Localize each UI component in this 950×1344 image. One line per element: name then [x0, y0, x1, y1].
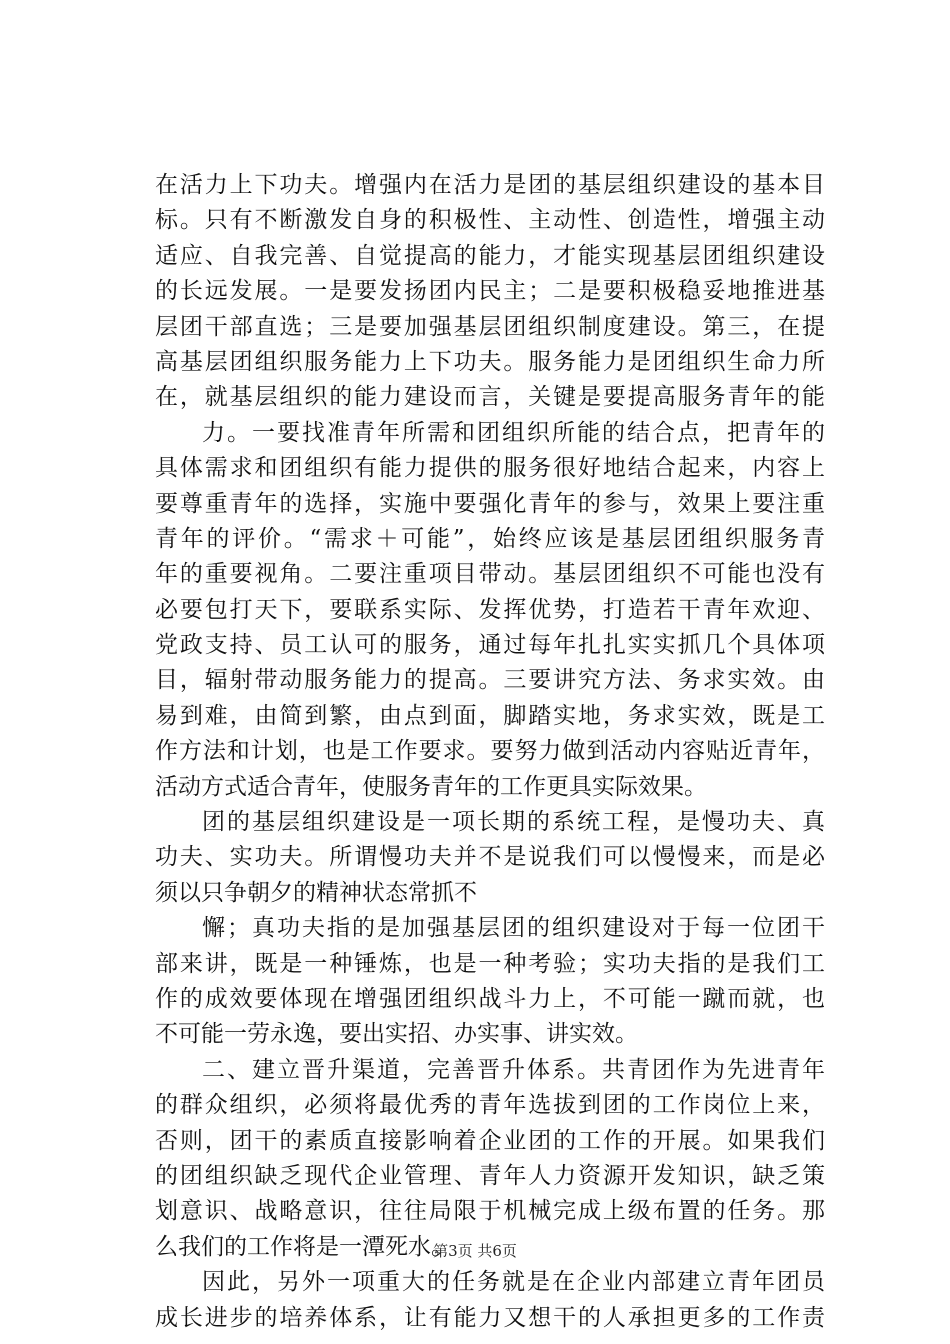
text-line: 必要包打天下，要联系实际、发挥优势，打造若干青年欢迎、: [155, 596, 825, 623]
text-line: 的群众组织，必须将最优秀的青年选拔到团的工作岗位上来，: [155, 1092, 825, 1119]
text-line: 么我们的工作将是一潭死水。: [155, 1233, 454, 1260]
text-line: 标。只有不断激发自身的积极性、主动性、创造性，增强主动: [155, 207, 825, 234]
text-line: 在活力上下功夫。增强内在活力是团的基层组织建设的基本目: [155, 172, 825, 198]
text-line: 党政支持、员工认可的服务，通过每年扎扎实实抓几个具体项: [155, 632, 825, 659]
text-line: 不可能一劳永逸，要出实招、办实事、讲实效。: [155, 1021, 638, 1048]
text-line: 的长远发展。一是要发扬团内民主；二是要积极稳妥地推进基: [155, 278, 825, 305]
text-line: 作的成效要体现在增强团组织战斗力上，不可能一蹴而就，也: [155, 985, 825, 1012]
text-line: 因此，另外一项重大的任务就是在企业内部建立青年团员: [202, 1269, 825, 1296]
text-line: 二、建立晋升渠道，完善晋升体系。共青团作为先进青年: [202, 1056, 825, 1083]
body-text: [155, 168, 825, 1336]
text-line: 团的基层组织建设是一项长期的系统工程，是慢功夫、真: [202, 809, 825, 836]
text-line: 目，辐射带动服务能力的提高。三要讲究方法、务求实效。由: [155, 667, 825, 694]
text-line: 懈；真功夫指的是加强基层团的组织建设对于每一位团干: [202, 915, 825, 942]
text-line: 年的重要视角。二要注重项目带动。基层团组织不可能也没有: [155, 561, 825, 588]
text-line: 部来讲，既是一种锤炼，也是一种考验；实功夫指的是我们工: [155, 950, 825, 977]
text-line: 适应、自我完善、自觉提高的能力，才能实现基层团组织建设: [155, 242, 825, 269]
text-line: 功夫、实功夫。所谓慢功夫并不是说我们可以慢慢来，而是必: [155, 844, 825, 871]
text-line: 须以只争朝夕的精神状态常抓不: [155, 879, 477, 906]
text-line: 力。一要找准青年所需和团组织所能的结合点，把青年的: [202, 419, 825, 446]
text-line: 青年的评价。“需求＋可能”，始终应该是基层团组织服务青: [155, 525, 825, 552]
text-line: 活动方式适合青年，使服务青年的工作更具实际效果。: [155, 773, 707, 800]
text-line: 否则，团干的素质直接影响着企业团的工作的开展。如果我们: [155, 1127, 825, 1154]
text-line: 成长进步的培养体系，让有能力又想干的人承担更多的工作责: [155, 1304, 825, 1331]
text-line: 要尊重青年的选择，实施中要强化青年的参与，效果上要注重: [155, 490, 825, 517]
text-line: 层团干部直选；三是要加强基层团组织制度建设。第三，在提: [155, 313, 825, 340]
text-line: 划意识、战略意识，往往局限于机械完成上级布置的任务。那: [155, 1198, 825, 1225]
text-line: 在，就基层组织的能力建设而言，关键是要提高服务青年的能: [155, 384, 825, 411]
text-line: 的团组织缺乏现代企业管理、青年人力资源开发知识，缺乏策: [155, 1162, 825, 1189]
text-line: 作方法和计划，也是工作要求。要努力做到活动内容贴近青年，: [155, 738, 825, 765]
text-line: 高基层团组织服务能力上下功夫。服务能力是团组织生命力所: [155, 348, 825, 375]
page-number-footer: 第3页 共6页: [433, 1242, 517, 1260]
text-line: 具体需求和团组织有能力提供的服务很好地结合起来，内容上: [155, 455, 825, 482]
text-line: 易到难，由简到繁，由点到面，脚踏实地，务求实效，既是工: [155, 702, 825, 729]
